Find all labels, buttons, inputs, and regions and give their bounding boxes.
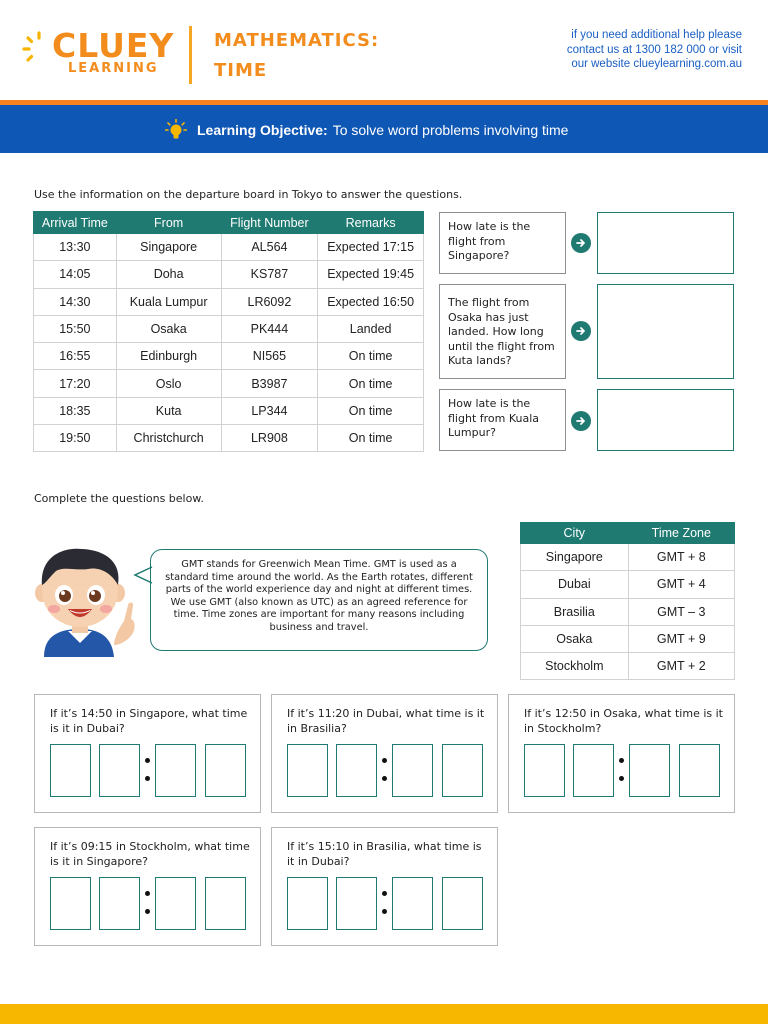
conversion-question-stockholm-singapore — [34, 827, 261, 946]
lightbulb-icon — [165, 119, 187, 141]
cell-remarks: On time — [318, 370, 424, 397]
cell-from: Kuta — [116, 397, 221, 424]
conversion-question-text: If it’s 11:20 in Dubai, what time is it in Brasilia? — [287, 707, 485, 735]
conversion-question-osaka-stockholm — [508, 694, 735, 813]
table-header-row — [34, 212, 424, 234]
col-header-flight-number: Flight Number — [221, 212, 318, 234]
minute-ones-box[interactable] — [442, 877, 483, 930]
minute-ones-box[interactable] — [205, 877, 246, 930]
time-zone-table — [520, 522, 735, 680]
cell-flight-number: KS787 — [221, 261, 318, 288]
cell-city: Osaka — [521, 625, 629, 652]
departure-board-table — [33, 211, 424, 452]
table-row — [34, 234, 424, 261]
page-header — [0, 0, 768, 100]
cell-flight-number: AL564 — [221, 234, 318, 261]
cell-flight-number: LP344 — [221, 397, 318, 424]
cell-from: Christchurch — [116, 425, 221, 452]
conversion-question-text: If it’s 15:10 in Brasilia, what time is it in Dubai? — [287, 840, 482, 868]
objective-label: Learning Objective: — [197, 122, 328, 138]
conversion-question-singapore-dubai — [34, 694, 261, 813]
subject-line-2: TIME — [214, 60, 268, 81]
cell-from: Osaka — [116, 315, 221, 342]
cell-remarks: Expected 17:15 — [318, 234, 424, 261]
time-colon — [619, 758, 625, 782]
time-answer-boxes — [524, 744, 721, 797]
logo-wordmark: CLUEY — [52, 26, 175, 65]
help-contact-text — [542, 28, 742, 72]
col-header-time-zone: Time Zone — [628, 523, 734, 544]
cell-city: Brasilia — [521, 598, 629, 625]
conversion-question-brasilia-dubai — [271, 827, 498, 946]
cell-arrival-time: 18:35 — [34, 397, 117, 424]
question-box-kuta-wait: The flight from Osaka has just landed. How long until the flight from Kuta lands? — [439, 284, 566, 379]
hour-ones-box[interactable] — [99, 744, 140, 797]
time-answer-boxes — [50, 744, 247, 797]
help-line-3: our website clueylearning.com.au — [571, 58, 742, 70]
cluey-learning-logo — [22, 24, 182, 80]
answer-box-kuala-lumpur-late[interactable] — [597, 389, 734, 451]
time-answer-boxes — [287, 877, 484, 930]
cell-arrival-time: 14:30 — [34, 288, 117, 315]
cell-from: Singapore — [116, 234, 221, 261]
minute-ones-box[interactable] — [205, 744, 246, 797]
cell-time-zone: GMT + 8 — [628, 544, 734, 571]
cell-remarks: Expected 19:45 — [318, 261, 424, 288]
hour-ones-box[interactable] — [573, 744, 614, 797]
cell-arrival-time: 15:50 — [34, 315, 117, 342]
section2-instruction: Complete the questions below. — [34, 492, 204, 505]
table-header-row — [521, 523, 735, 544]
cell-time-zone: GMT – 3 — [628, 598, 734, 625]
arrow-right-icon — [571, 321, 591, 341]
cell-flight-number: B3987 — [221, 370, 318, 397]
time-colon — [145, 891, 151, 915]
question-box-kuala-lumpur-late: How late is the flight from Kuala Lumpur? — [439, 389, 566, 451]
minute-tens-box[interactable] — [392, 744, 433, 797]
hour-tens-box[interactable] — [287, 744, 328, 797]
conversion-question-dubai-brasilia — [271, 694, 498, 813]
cell-from: Doha — [116, 261, 221, 288]
hour-ones-box[interactable] — [99, 877, 140, 930]
logo-subtext: LEARNING — [68, 61, 159, 76]
cell-flight-number: NI565 — [221, 343, 318, 370]
cell-arrival-time: 19:50 — [34, 425, 117, 452]
cell-time-zone: GMT + 2 — [628, 653, 734, 680]
cell-flight-number: LR908 — [221, 425, 318, 452]
cell-from: Kuala Lumpur — [116, 288, 221, 315]
learning-objective-bar — [0, 105, 768, 153]
minute-ones-box[interactable] — [442, 744, 483, 797]
answer-box-kuta-wait[interactable] — [597, 284, 734, 379]
section1-instruction: Use the information on the departure board in Tokyo to answer the questions. — [34, 188, 463, 201]
hour-ones-box[interactable] — [336, 877, 377, 930]
cell-remarks: Landed — [318, 315, 424, 342]
header-divider — [189, 26, 192, 84]
cell-flight-number: LR6092 — [221, 288, 318, 315]
cell-arrival-time: 13:30 — [34, 234, 117, 261]
boy-character-illustration — [30, 545, 140, 657]
footer-bar — [0, 1004, 768, 1024]
table-row — [34, 425, 424, 452]
hour-ones-box[interactable] — [336, 744, 377, 797]
subject-line-1: MATHEMATICS: — [214, 30, 380, 51]
objective-text: To solve word problems involving time — [332, 122, 569, 138]
cell-from: Edinburgh — [116, 343, 221, 370]
table-row — [34, 397, 424, 424]
table-row — [521, 571, 735, 598]
arrow-right-icon — [571, 233, 591, 253]
table-row — [34, 315, 424, 342]
cell-city: Stockholm — [521, 653, 629, 680]
table-row — [521, 653, 735, 680]
time-colon — [382, 891, 388, 915]
cell-remarks: On time — [318, 397, 424, 424]
cell-time-zone: GMT + 4 — [628, 571, 734, 598]
time-colon — [145, 758, 151, 782]
col-header-remarks: Remarks — [318, 212, 424, 234]
col-header-from: From — [116, 212, 221, 234]
table-row — [521, 598, 735, 625]
col-header-city: City — [521, 523, 629, 544]
conversion-question-text: If it’s 12:50 in Osaka, what time is it in Stockholm? — [524, 707, 723, 735]
col-header-arrival-time: Arrival Time — [34, 212, 117, 234]
time-answer-boxes — [287, 744, 484, 797]
arrow-right-icon — [571, 411, 591, 431]
minute-tens-box[interactable] — [392, 877, 433, 930]
table-row — [521, 625, 735, 652]
hour-tens-box[interactable] — [50, 877, 91, 930]
cell-arrival-time: 14:05 — [34, 261, 117, 288]
cell-city: Singapore — [521, 544, 629, 571]
time-answer-boxes — [50, 877, 247, 930]
learning-objective — [165, 119, 568, 141]
cell-remarks: On time — [318, 343, 424, 370]
answer-box-singapore-late[interactable] — [597, 212, 734, 274]
cell-city: Dubai — [521, 571, 629, 598]
conversion-question-text: If it’s 14:50 in Singapore, what time is it in Dubai? — [50, 707, 248, 735]
cell-arrival-time: 17:20 — [34, 370, 117, 397]
time-colon — [382, 758, 388, 782]
subject-title — [214, 26, 379, 86]
minute-tens-box[interactable] — [629, 744, 670, 797]
cell-flight-number: PK444 — [221, 315, 318, 342]
minute-tens-box[interactable] — [155, 877, 196, 930]
minute-ones-box[interactable] — [679, 744, 720, 797]
minute-tens-box[interactable] — [155, 744, 196, 797]
hour-tens-box[interactable] — [524, 744, 565, 797]
table-row — [521, 544, 735, 571]
conversion-question-text: If it’s 09:15 in Stockholm, what time is it in Singapore? — [50, 840, 250, 868]
hour-tens-box[interactable] — [50, 744, 91, 797]
help-line-1: if you need additional help please — [571, 29, 742, 41]
cell-remarks: On time — [318, 425, 424, 452]
cell-arrival-time: 16:55 — [34, 343, 117, 370]
cell-from: Oslo — [116, 370, 221, 397]
table-row — [34, 288, 424, 315]
table-row — [34, 261, 424, 288]
cell-time-zone: GMT + 9 — [628, 625, 734, 652]
hour-tens-box[interactable] — [287, 877, 328, 930]
cell-remarks: Expected 16:50 — [318, 288, 424, 315]
sun-logo-icon — [22, 30, 56, 64]
table-row — [34, 343, 424, 370]
gmt-speech-bubble: GMT stands for Greenwich Mean Time. GMT is used as a standard time around the world. As the Earth rotates, different parts of the world experience day and night at different times. We use GMT (also known as UTC) as an agreed reference for time. Time zones are important for many reasons including business and travel. — [150, 549, 488, 651]
help-line-2: contact us at 1300 182 000 or visit — [566, 43, 742, 56]
table-row — [34, 370, 424, 397]
question-box-singapore-late: How late is the flight from Singapore? — [439, 212, 566, 274]
